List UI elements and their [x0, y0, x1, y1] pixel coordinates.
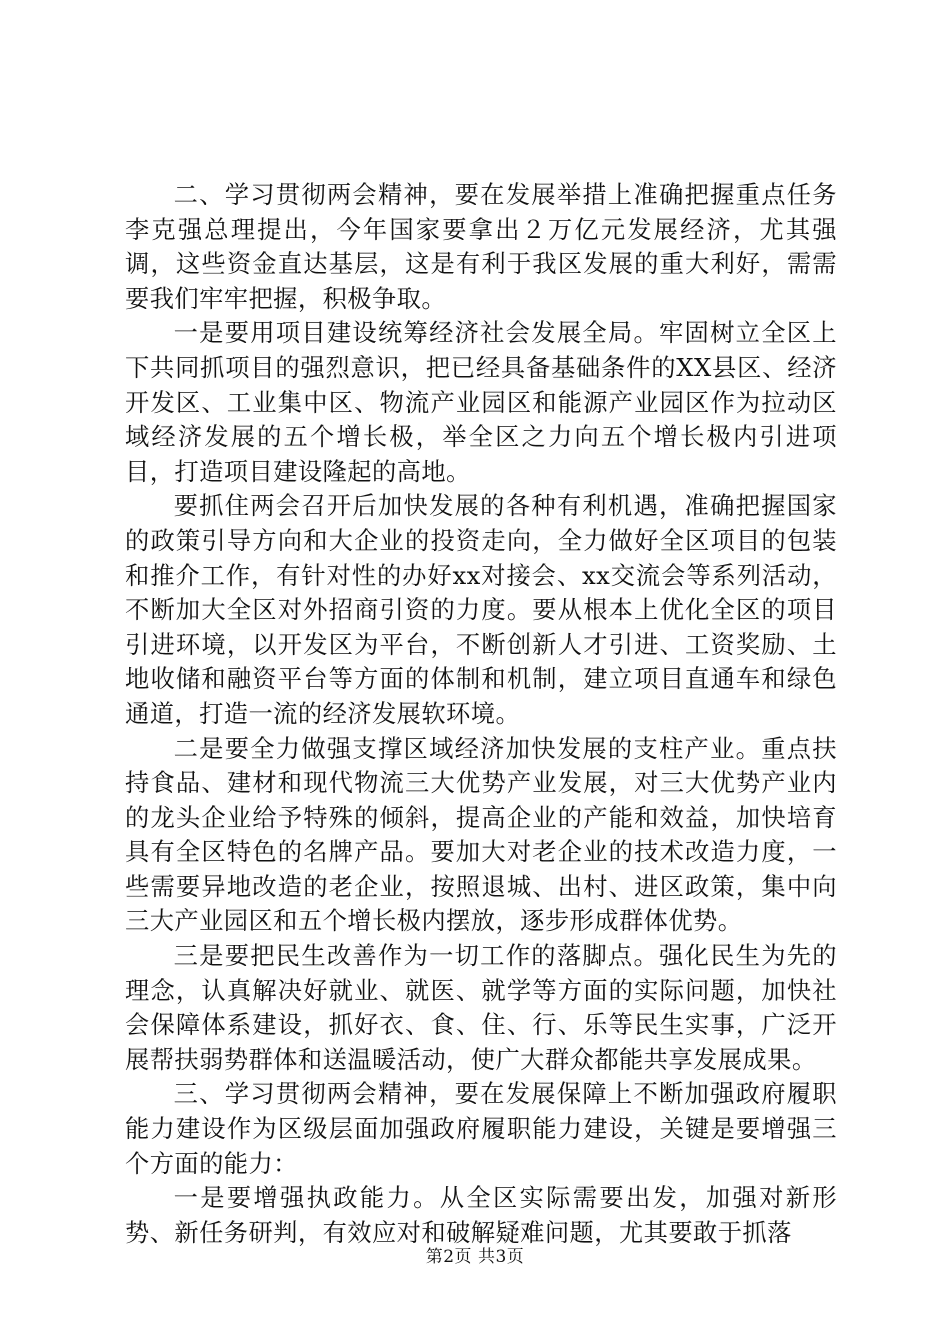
- paragraph-6: 三、学习贯彻两会精神，要在发展保障上不断加强政府履职能力建设作为区级层面加强政府履职能力建设，关键是要增强三个方面的能力：: [125, 1079, 837, 1178]
- document-body: [125, 178, 837, 1250]
- page-footer: 第2页 共3页: [425, 1247, 525, 1267]
- paragraph-7: 一是要增强执政能力。从全区实际需要出发，加强对新形势、新任务研判，有效应对和破解疑难问题，尤其要敢于抓落: [125, 1183, 837, 1247]
- paragraph-1: 二、学习贯彻两会精神，要在发展举措上准确把握重点任务李克强总理提出，今年国家要拿出２万亿元发展经济，尤其强调，这些资金直达基层，这是有利于我区发展的重大利好，需需要我们牢牢把握，积极争取。: [125, 180, 837, 313]
- paragraph-2: 一是要用项目建设统筹经济社会发展全局。牢固树立全区上下共同抓项目的强烈意识，把已经具备基础条件的XX县区、经济开发区、工业集中区、物流产业园区和能源产业园区作为拉动区域经济发展的五个增长极，举全区之力向五个增长极内引进项目，打造项目建设隆起的高地。: [125, 318, 837, 486]
- paragraph-4: 二是要全力做强支撑区域经济加快发展的支柱产业。重点扶持食品、建材和现代物流三大优势产业发展，对三大优势产业内的龙头企业给予特殊的倾斜，提高企业的产能和效益，加快培育具有全区特色的名牌产品。要加大对老企业的技术改造力度，一些需要异地改造的老企业，按照退城、出村、进区政策，集中向三大产业园区和五个增长极内摆放，逐步形成群体优势。: [125, 733, 837, 936]
- paragraph-5: 三是要把民生改善作为一切工作的落脚点。强化民生为先的理念，认真解决好就业、就医、就学等方面的实际问题，加快社会保障体系建设，抓好衣、食、住、行、乐等民生实事，广泛开展帮扶弱势群体和送温暖活动，使广大群众都能共享发展成果。: [125, 941, 837, 1074]
- paragraph-3: 要抓住两会召开后加快发展的各种有利机遇，准确把握国家的政策引导方向和大企业的投资走向，全力做好全区项目的包装和推介工作，有针对性的办好xx对接会、xx交流会等系列活动，不断加大全区对外招商引资的力度。要从根本上优化全区的项目引进环境，以开发区为平台，不断创新人才引进、工资奖励、土地收储和融资平台等方面的体制和机制，建立项目直通车和绿色通道，打造一流的经济发展软环境。: [125, 491, 837, 728]
